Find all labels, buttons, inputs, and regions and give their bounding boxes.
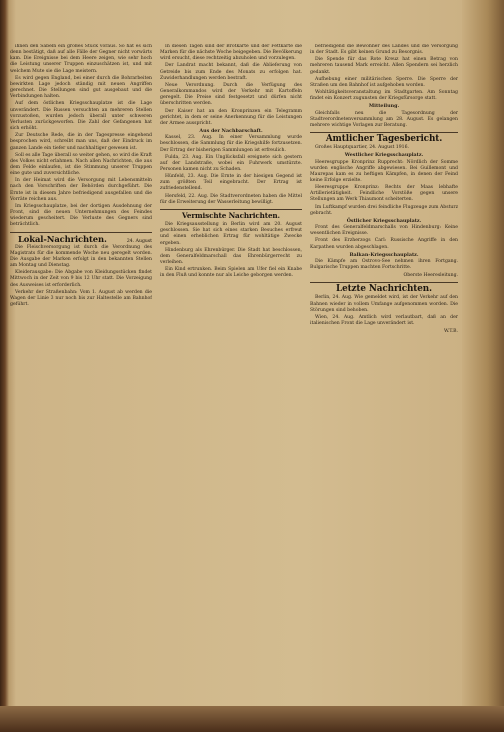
section-divider — [310, 132, 458, 133]
paragraph: Wien, 24. Aug. Amtlich wird verlautbart, daß an der italienischen Front die Lage unverändert ist. — [310, 314, 458, 327]
paragraph: Hersfeld, 22. Aug. Die Stadtverordneten haben die Mittel für die Erweiterung der Wasserleitung bewilligt. — [160, 193, 302, 205]
paragraph: Neue Verordnung. Durch die Verfügung des Generalkommandos wird der Verkehr mit Kartoffeln geregelt. Die Preise sind festgesetzt und dürfen nicht überschritten werden. — [160, 82, 302, 107]
paragraph: Die Kriegsausstellung in Berlin wird am 20. August geschlossen. Sie hat sich eines starken Besuches erfreut und einen erheblichen Ertrag für wohltätige Zwecke ergeben. — [160, 222, 302, 246]
page-bottom-edge — [0, 706, 504, 732]
paragraph: Front des Erzherzogs Carl: Russische Angriffe in den Karpathen wurden abgeschlagen. — [310, 238, 458, 250]
section-divider — [160, 209, 302, 210]
report-subheading-west: Westlicher Kriegsschauplatz. — [344, 152, 424, 159]
section-heading-letzte: Letzte Nachrichten. — [335, 284, 432, 295]
paragraph: Heeresgruppe Kronprinz Rupprecht: Nördlich der Somme wurden englische Angriffe abgewiesen. Bei Guillemont und Maurepas kam es zu heftigen Kämpfen, in denen der Feind keine Erfolge erzielte. — [310, 159, 458, 183]
paragraph: Zur Deutsche Rede, die in der Tagespresse eingehend besprochen wird, schreibt man uns, daß der Eindruck im ganzen Lande ein tiefer und nachhaltiger gewesen ist. — [10, 133, 152, 151]
paragraph: Die Spende für das Rote Kreuz hat einen Betrag von mehreren tausend Mark erreicht. Allen Spendern sei herzlich gedankt. — [310, 57, 458, 75]
binding-gutter — [462, 0, 504, 706]
paragraph: ihnen den Säbeln ein großes Stück voraus. So hat es sich denn bestätigt, daß auf alle Fälle der Gegner nicht vorwärts kam. Die Ereignisse bei dem Heere zeigen, wie sehr hoch die Leistung unserer Truppen einzuschätzen ist, und mit welchem Mute sie die Lage meistern. — [10, 44, 152, 74]
news-signoff: W.T.B. — [443, 329, 458, 335]
paragraph: Der Landrat macht bekannt, daß die Ablieferung von Getreide bis zum Ende des Monats zu erfolgen hat. Zuwiderhandlungen werden bestraft. — [160, 63, 302, 81]
paragraph: Wohltätigkeitsveranstaltung im Stadtgarten. Am Sonntag findet ein Konzert zugunsten der Kriegsfürsorge statt. — [310, 90, 458, 102]
paragraph: Im Luftkampf wurden drei feindliche Flugzeuge zum Absturz gebracht. — [310, 204, 458, 216]
paragraph: Im Kriegsschauplatze, bei der dortigen Ausdehnung der Front, sind die neuen Unternehmungen des Feindes wiederum gescheitert. Die Verluste des Gegners sind beträchtlich. — [10, 203, 152, 228]
left-column — [10, 44, 152, 702]
sub-heading-mitteilung: Mitteilung. — [368, 103, 400, 110]
section-heading-vermischte: Vermischte Nachrichten. — [182, 210, 280, 220]
paragraph: Es wird gegen England, bei einer durch die Bohrarbeiten bewirkten Lage jedoch ständig mit neuen Angriffen gerechnet. Die Stellungen sind gut ausgebaut und die Verbindungen halten. — [10, 75, 152, 100]
middle-column — [160, 44, 302, 702]
paragraph: Die Kämpfe am Ostrovo-See nehmen ihren Fortgang. Bulgarische Truppen machten Fortschritte. — [310, 258, 458, 270]
paragraph: In der Heimat wird die Versorgung mit Lebensmitteln nach den Vorschriften der Behörden durchgeführt. Die Ernte ist in diesem Jahre befriedigend ausgefallen und die Vorräte reichen aus. — [10, 178, 152, 202]
heading-text: Lokal-Nachrichten. — [18, 233, 107, 244]
section-heading-lokal — [10, 233, 152, 244]
paragraph: Kleiderausgabe: Die Abgabe von Kleidungsstücken findet Mittwoch in der Zeit von 9 bis 12 Uhr statt. Die Vorzeigung des Ausweises ist erforderlich. — [10, 270, 152, 288]
section-divider — [310, 282, 458, 283]
right-column — [310, 44, 458, 702]
section-divider — [10, 232, 152, 233]
paragraph: befriedigend die Bewohner des Landes und die Versorgung in der Stadt. Es gibt keinen Grund zu Besorgnis. — [310, 44, 458, 56]
paragraph: Hünfeld, 23. Aug. Die Ernte in der hiesigen Gegend ist zum größten Teil eingebracht. Der Ertrag ist zufriedenstellend. — [160, 174, 302, 192]
paragraph: Fulda, 23. Aug. Ein Unglücksfall ereignete sich gestern auf der Landstraße, wobei ein Fuhrwerk umstürzte. Personen kamen nicht zu Schaden. — [160, 154, 302, 172]
paragraph: In diesen Tagen sind der Brotkarte und der Fettkarte die Marken für die nächste Woche beigegeben. Die Bevölkerung wird ersucht, diese rechtzeitig abzuholen und vorzulegen. — [160, 44, 302, 62]
paragraph: Berlin, 24. Aug. Wie gemeldet wird, ist der Verkehr auf den Bahnen wieder in vollem Umfange aufgenommen worden. Die Störungen sind behoben. — [310, 295, 458, 313]
paragraph: Front des Generalfeldmarschalls von Hindenburg: Keine wesentlichen Ereignisse. — [310, 225, 458, 237]
paragraph: Hindenburg als Ehrenbürger. Die Stadt hat beschlossen, dem Generalfeldmarschall das Ehrenbürgerrecht zu verleihen. — [160, 247, 302, 265]
paragraph: Gleichfalls neu die Tagesordnung der Stadtverordnetenversammlung am 28. August. Es gelangen mehrere wichtige Vorlagen zur Beratung. — [310, 110, 458, 128]
paragraph: Auf dem östlichen Kriegsschauplatze ist die Lage unverändert. Die Russen versuchten an mehreren Stellen vorzustoßen, wurden jedoch überall unter schweren Verlusten zurückgeworfen. Die Zahl der Gefangenen hat sich erhöht. — [10, 101, 152, 132]
sub-heading-nachbarschaft: Aus der Nachbarschaft. — [199, 128, 263, 135]
paragraph: Heeresgruppe Kronprinz: Rechts der Maas lebhafte Artillerietätigkeit. Feindliche Vorstöße gegen unsere Stellungen am Werk Thiaumont scheiterten. — [310, 185, 458, 203]
paragraph: Der Kaiser hat an den Kronprinzen ein Telegramm gerichtet, in dem er seine Anerkennung für die Leistungen der Armee ausspricht. — [160, 108, 302, 126]
paragraph: Kassel, 23. Aug. In einer Versammlung wurde beschlossen, die Sammlung für die Kriegshilfe fortzusetzen. Der Ertrag der bisherigen Sammlungen ist erfreulich. — [160, 135, 302, 153]
heading-date: 24. August — [126, 238, 152, 244]
section-heading-tagesbericht: Amtlicher Tagesbericht. — [325, 134, 443, 145]
report-subheading-balkan: Balkan-Kriegsschauplatz. — [349, 251, 419, 258]
paragraph: Die Fleischversorgung ist durch die Verordnung des Magistrats für die kommende Woche neu geregelt worden. Die Ausgabe der Marken erfolgt in den bekannten Stellen am Montag und Dienstag. — [10, 244, 152, 269]
paragraph: Ein Kind ertrunken. Beim Spielen am Ufer fiel ein Knabe in den Fluß und konnte nur als Leiche geborgen werden. — [160, 267, 302, 279]
paragraph: Verkehr der Straßenbahn: Vom 1. August ab werden die Wagen der Linie 3 nur noch bis zur Haltestelle am Bahnhof geführt. — [10, 289, 152, 308]
paragraph: Aufhebung einer militärischen Sperre. Die Sperre der Straßen um den Bahnhof ist aufgehoben worden. — [310, 76, 458, 88]
report-dateline: Großes Hauptquartier, 24. August 1916. — [315, 145, 409, 151]
report-subheading-east: Östlicher Kriegsschauplatz. — [346, 217, 422, 224]
report-signoff: Oberste Heeresleitung. — [403, 273, 458, 279]
paragraph: Soll es alle Tage überall so weiter gehen, so wird die Kraft des Volkes nicht erlahmen. Nach allen Nachrichten, die aus dem Felde einlaufen, ist die Stimmung unserer Truppen eine gute und zuversichtliche. — [10, 152, 152, 177]
